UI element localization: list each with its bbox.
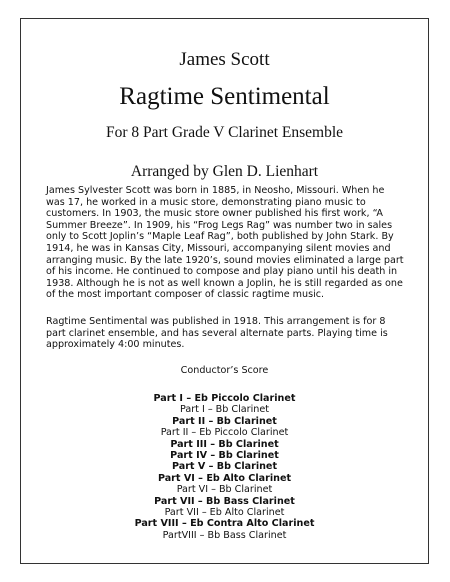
part-item: Part IV – Bb Clarinet <box>170 450 279 462</box>
page-border <box>20 18 429 564</box>
part-item: Part VI – Eb Alto Clarinet <box>157 472 292 484</box>
part-item: Part I – Eb Piccolo Clarinet <box>153 393 296 404</box>
part-item: PartVIII – Bb Bass Clarinet <box>162 529 287 541</box>
parts-list <box>21 393 428 541</box>
part-item: Part II – Eb Piccolo Clarinet <box>160 427 289 439</box>
part-item: Part VI – Bb Clarinet <box>176 484 273 496</box>
part-item: Part V – Bb Clarinet <box>171 461 278 473</box>
arrangement-paragraph: Ragtime Sentimental was published in 1918. This arrangement is for 8 part clarinet ensemble, and has several alternate parts. Playing time is approximately 4:00 minutes. <box>46 316 388 351</box>
part-item: Part VII – Eb Alto Clarinet <box>164 507 285 519</box>
composer-name: James Scott <box>179 49 270 70</box>
part-item: Part VIII – Eb Contra Alto Clarinet <box>134 518 315 530</box>
ensemble-subtitle: For 8 Part Grade V Clarinet Ensemble <box>105 124 344 141</box>
part-item: Part III – Bb Clarinet <box>170 438 279 450</box>
biography-paragraph: James Sylvester Scott was born in 1885, in Neosho, Missouri. When he was 17, he worked in a music store, demonstrating piano music to customers. In 1903, the music store owner published his first work, “A Summer Breeze”. In 1909, his “Frog Legs Rag” was number two in sales only to Scott Joplin’s “Maple Leaf Rag”, both published by John Stark. By 1914, he was in Kansas City, Missouri, accompanying silent movies and arranging music. By the late 1920’s, sound movies eliminated a large part of his income. He continued to compose and play piano until his death in 1938. Although he is not as well known a Joplin, he is still regarded as one of the most important composer of classic ragtime music. <box>46 185 404 301</box>
part-item: Part II – Bb Clarinet <box>172 415 277 427</box>
piece-title: Ragtime Sentimental <box>119 83 330 110</box>
part-item: Part VII – Bb Bass Clarinet <box>154 495 295 507</box>
part-item: Part I – Bb Clarinet <box>179 404 270 416</box>
conductor-score-label: Conductor’s Score <box>180 365 269 376</box>
arranger-credit: Arranged by Glen D. Lienhart <box>130 163 319 180</box>
